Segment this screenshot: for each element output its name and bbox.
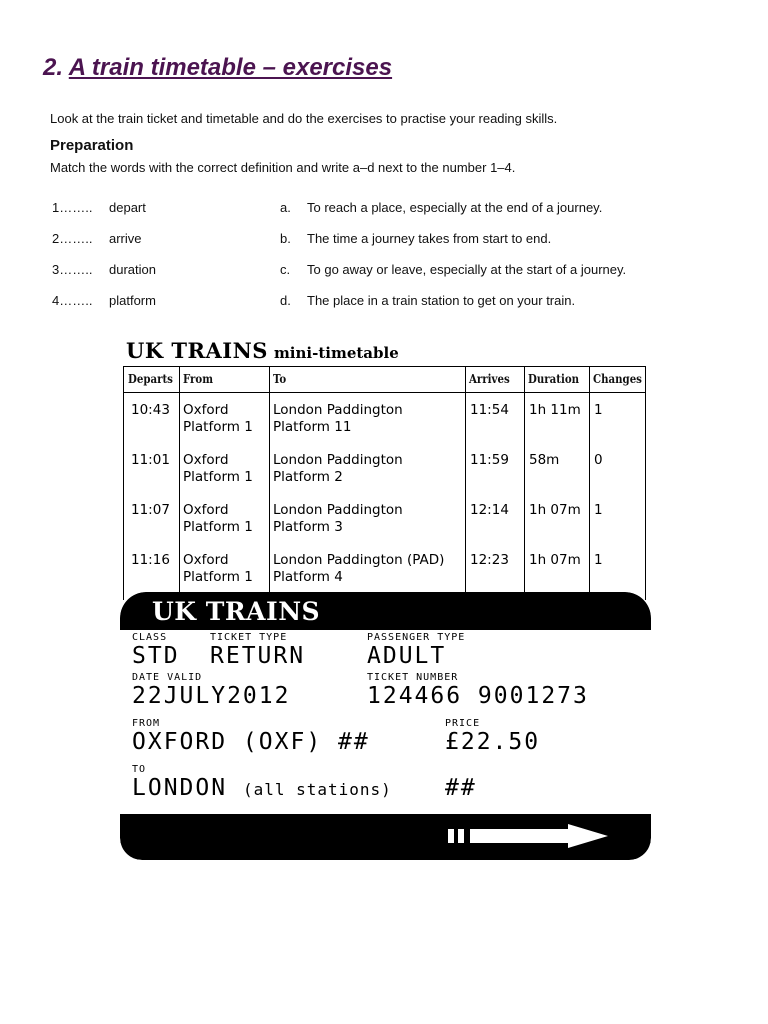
train-ticket bbox=[120, 592, 651, 860]
ticket-type-value: RETURN bbox=[210, 643, 306, 669]
to-destination: LONDON bbox=[132, 775, 228, 801]
match-word: depart bbox=[109, 200, 146, 215]
match-number[interactable]: 3…….. bbox=[52, 262, 93, 277]
match-word: arrive bbox=[109, 231, 142, 246]
cell-duration: 1h 07m bbox=[529, 552, 581, 568]
cell-from-station: Oxford bbox=[183, 452, 229, 468]
match-definition: To go away or leave, especially at the start of a journey. bbox=[307, 262, 627, 277]
cell-duration: 1h 11m bbox=[529, 402, 581, 418]
from-label: FROM bbox=[132, 718, 161, 729]
match-definition: The place in a train station to get on your train. bbox=[307, 293, 576, 308]
match-letter: a. bbox=[280, 200, 291, 215]
direction-arrow-icon bbox=[448, 824, 610, 850]
cell-arrives: 12:14 bbox=[470, 502, 509, 518]
timetable-subtitle: mini-timetable bbox=[273, 344, 399, 362]
match-word: duration bbox=[109, 262, 156, 277]
matching-row bbox=[0, 231, 768, 249]
class-label: CLASS bbox=[132, 632, 168, 643]
ticket-header-band bbox=[120, 592, 651, 630]
page-title bbox=[43, 54, 392, 82]
col-header-changes: Changes bbox=[593, 372, 642, 386]
match-definition: To reach a place, especially at the end of a journey. bbox=[307, 200, 603, 215]
grid-line bbox=[465, 366, 466, 600]
cell-to-platform: Platform 11 bbox=[273, 419, 352, 435]
cell-from-station: Oxford bbox=[183, 502, 229, 518]
cell-arrives: 11:59 bbox=[470, 452, 509, 468]
col-header-departs: Departs bbox=[128, 372, 173, 386]
cell-departs: 10:43 bbox=[131, 402, 170, 418]
match-word: platform bbox=[109, 293, 156, 308]
match-letter: b. bbox=[280, 231, 291, 246]
cell-from-platform: Platform 1 bbox=[183, 419, 253, 435]
cell-to-station: London Paddington bbox=[273, 452, 403, 468]
cell-to-platform: Platform 4 bbox=[273, 569, 343, 585]
to-value bbox=[132, 775, 392, 801]
col-header-from: From bbox=[183, 372, 214, 386]
cell-to-station: London Paddington bbox=[273, 402, 403, 418]
cell-changes: 1 bbox=[594, 502, 603, 518]
col-header-to: To bbox=[273, 372, 287, 386]
cell-changes: 1 bbox=[594, 552, 603, 568]
preparation-instruction: Match the words with the correct definition and write a–d next to the number 1–4. bbox=[50, 160, 516, 175]
cell-to-platform: Platform 2 bbox=[273, 469, 343, 485]
class-value: STD bbox=[132, 643, 180, 669]
cell-duration: 58m bbox=[529, 452, 560, 468]
date-valid-label: DATE VALID bbox=[132, 672, 203, 683]
match-letter: d. bbox=[280, 293, 291, 308]
ticket-number-value: 124466 9001273 bbox=[367, 683, 589, 709]
cell-departs: 11:16 bbox=[131, 552, 170, 568]
date-valid-value: 22JULY2012 bbox=[132, 683, 291, 709]
title-number: 2. bbox=[43, 54, 64, 81]
cell-arrives: 11:54 bbox=[470, 402, 509, 418]
matching-row bbox=[0, 293, 768, 311]
grid-line bbox=[124, 366, 645, 367]
match-definition: The time a journey takes from start to end. bbox=[307, 231, 552, 246]
grid-line bbox=[269, 366, 270, 600]
cell-from-station: Oxford bbox=[183, 552, 229, 568]
cell-to-platform: Platform 3 bbox=[273, 519, 343, 535]
matching-row bbox=[0, 200, 768, 218]
cell-to-station: London Paddington (PAD) bbox=[273, 552, 445, 568]
grid-line bbox=[524, 366, 525, 600]
match-number[interactable]: 2…….. bbox=[52, 231, 93, 246]
price-value: £22.50 bbox=[445, 729, 541, 755]
passenger-type-value: ADULT bbox=[367, 643, 447, 669]
to-label: TO bbox=[132, 764, 147, 775]
cell-departs: 11:07 bbox=[131, 502, 170, 518]
cell-to-station: London Paddington bbox=[273, 502, 403, 518]
cell-from-station: Oxford bbox=[183, 402, 229, 418]
title-text: A train timetable – exercises bbox=[68, 54, 393, 81]
passenger-type-label: PASSENGER TYPE bbox=[367, 632, 466, 643]
cell-changes: 1 bbox=[594, 402, 603, 418]
matching-row bbox=[0, 262, 768, 280]
ticket-number-label: TICKET NUMBER bbox=[367, 672, 459, 683]
match-number[interactable]: 1…….. bbox=[52, 200, 93, 215]
timetable-grid bbox=[123, 366, 646, 600]
to-destination-detail: (all stations) bbox=[242, 780, 392, 799]
cell-duration: 1h 07m bbox=[529, 502, 581, 518]
cell-departs: 11:01 bbox=[131, 452, 170, 468]
match-letter: c. bbox=[280, 262, 291, 277]
timetable bbox=[118, 330, 651, 600]
intro-text: Look at the train ticket and timetable and do the exercises to practise your reading skills. bbox=[50, 111, 558, 126]
ticket-brand: UK TRAINS bbox=[152, 597, 321, 626]
timetable-brand: UK TRAINS bbox=[126, 338, 268, 363]
ticket-type-label: TICKET TYPE bbox=[210, 632, 288, 643]
to-marks: ## bbox=[445, 775, 477, 801]
cell-changes: 0 bbox=[594, 452, 603, 468]
match-number[interactable]: 4…….. bbox=[52, 293, 93, 308]
grid-line bbox=[179, 366, 180, 600]
col-header-arrives: Arrives bbox=[469, 372, 510, 386]
cell-from-platform: Platform 1 bbox=[183, 569, 253, 585]
price-label: PRICE bbox=[445, 718, 481, 729]
timetable-heading bbox=[126, 338, 399, 363]
col-header-duration: Duration bbox=[528, 372, 580, 386]
cell-arrives: 12:23 bbox=[470, 552, 509, 568]
grid-line bbox=[589, 366, 590, 600]
from-value: OXFORD (OXF) ## bbox=[132, 729, 370, 755]
preparation-heading: Preparation bbox=[50, 137, 134, 154]
cell-from-platform: Platform 1 bbox=[183, 519, 253, 535]
cell-from-platform: Platform 1 bbox=[183, 469, 253, 485]
grid-line bbox=[124, 392, 645, 393]
